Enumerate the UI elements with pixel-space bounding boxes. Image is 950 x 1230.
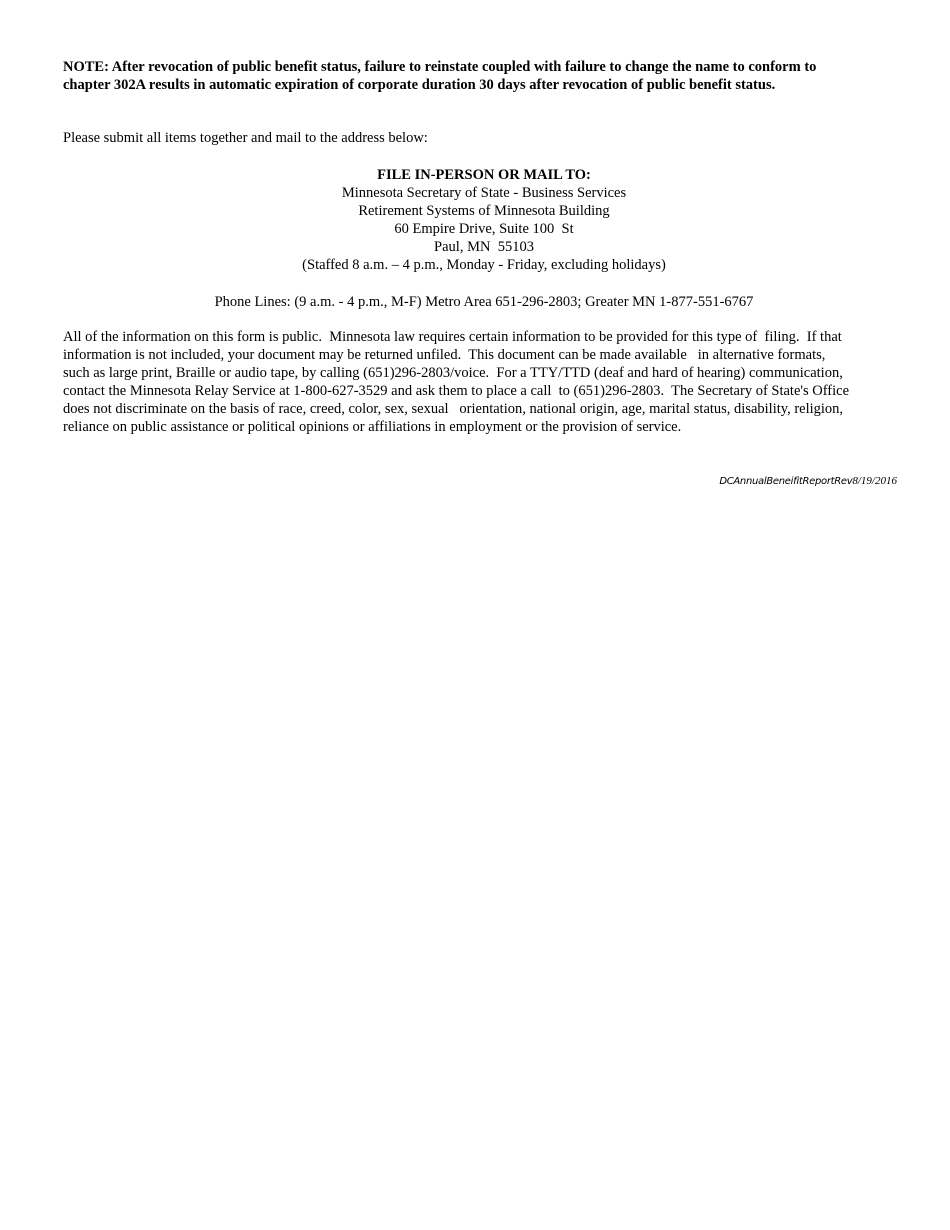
revocation-note (63, 58, 893, 94)
notice-line: reliance on public assistance or political opinions or affiliations in employment or the provision of service. (63, 419, 682, 435)
notice-line: does not discriminate on the basis of race, creed, color, sex, sexual orientation, national origin, age, marital status, disability, religion, (63, 401, 844, 417)
phone-lines: Phone Lines: (9 a.m. - 4 p.m., M-F) Metro Area 651-296-2803; Greater MN 1-877-551-6767 (214, 294, 754, 310)
revision-code: DCAnnualBeneifitReportRev (719, 476, 853, 487)
mailing-address-block (63, 166, 905, 274)
submit-instruction: Please submit all items together and mail to the address below: (63, 130, 428, 146)
revision-date: 8/19/2016 (852, 475, 897, 487)
address-line: 60 Empire Drive, Suite 100 St (394, 221, 574, 237)
notice-line: such as large print, Braille or audio tape, by calling (651)296-2803/voice. For a TTY/TTD (deaf and hard of hearing) communication, (63, 365, 843, 381)
note-line: chapter 302A results in automatic expiration of corporate duration 30 days after revocation of public benefit status. (63, 77, 776, 93)
office-hours: (Staffed 8 a.m. – 4 p.m., Monday - Friday, excluding holidays) (302, 257, 666, 273)
notice-line: contact the Minnesota Relay Service at 1-800-627-3529 and ask them to place a call to (651)296-2803. The Secretary of State's Office (63, 383, 850, 399)
address-heading: FILE IN-PERSON OR MAIL TO: (377, 167, 591, 183)
notice-line: All of the information on this form is public. Minnesota law requires certain information to be provided for this type of filing. If that (63, 329, 842, 345)
address-line: Minnesota Secretary of State - Business Services (341, 185, 627, 201)
address-line: Paul, MN 55103 (434, 239, 534, 255)
address-line: Retirement Systems of Minnesota Building (358, 203, 610, 219)
note-line: NOTE: After revocation of public benefit status, failure to reinstate coupled with failure to change the name to conform to (63, 59, 817, 75)
public-information-notice (63, 328, 903, 436)
form-revision-label (719, 475, 897, 487)
notice-line: information is not included, your document may be returned unfiled. This document can be made available in alternative formats, (63, 347, 826, 363)
